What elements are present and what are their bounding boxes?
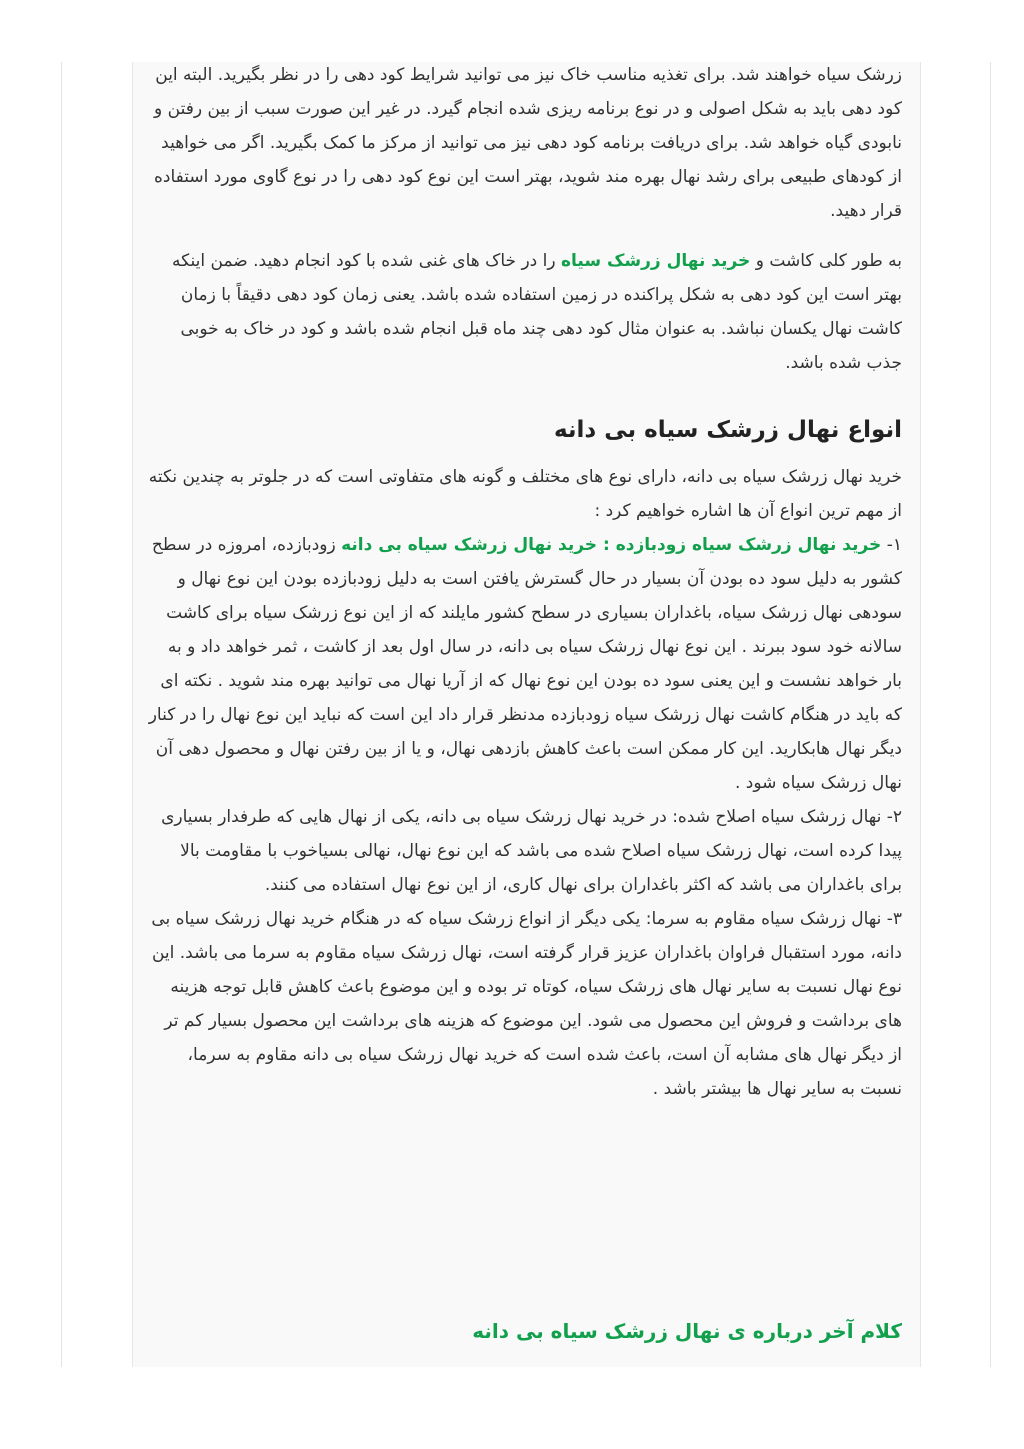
list-item-text: زودبازده، امروزه در سطح کشور به دلیل سود ده بودن آن بسیار در حال گسترش یافتن است به دلیل زودبازده بودن این نوع نهال و سودهی نهال زرشک سیاه، باغداران بسیاری در سطح کشور مایلند که از این نوع زرشک سیاه برای کاشت سالانه خود سود ببرند . این نوع نهال زرشک سیاه بی دانه، در سال اول بعد از کاشت ، ثمر خواهد داد و به بار خواهد نشست و این یعنی سود ده بودن این نوع نهال که از آریا نهال می توانید بهره مند شوید . نکته ای که باید در هنگام کاشت نهال زرشک سیاه زودبازده مدنظر قرار داد این است که نباید این نوع نهال را در کنار دیگر نهال هابکارید. این کار ممکن است باعث کاهش بازدهی نهال، و یا از بین رفتن نهال و محصول دهی آن نهال زرشک سیاه شود .: [148, 535, 902, 793]
list-item-early-yield: [148, 528, 902, 800]
early-yield-link[interactable]: خرید نهال زرشک سیاه زودبازده : خرید نهال زرشک سیاه بی دانه: [341, 535, 882, 555]
final-heading: کلام آخر درباره ی نهال زرشک سیاه بی دانه: [472, 1319, 902, 1343]
types-heading: انواع نهال زرشک سیاه بی دانه: [553, 417, 902, 443]
intro-paragraph: زرشک سیاه خواهند شد. برای تغذیه مناسب خاک نیز می توانید شرایط کود دهی را در نظر بگیرید. البته این کود دهی باید به شکل اصولی و در نوع برنامه ریزی شده انجام گیرد. در غیر این صورت سبب از بین رفتن و نابودی گیاه خواهد شد. برای دریافت برنامه کود دهی نیز می توانید از مرکز ما کمک بگیرید. اگر می خواهید از کودهای طبیعی برای رشد نهال بهره مند شوید، بهتر است این نوع کود دهی را در نوع گاوی مورد استفاده قرار دهید.: [154, 65, 902, 221]
fertilizer-paragraph: [148, 244, 902, 380]
article-body: [148, 58, 902, 1343]
fertilizer-text-after: را در خاک های غنی شده با کود انجام دهید. ضمن اینکه بهتر است این کود دهی به شکل پراکنده در زمین استفاده شده باشد. یعنی زمان کود دهی دقیقاً با زمان کاشت نهال یکسان نباشد. به عنوان مثال کود دهی چند ماه قبل انجام شده باشد و کود در خاک به خوبی جذب شده باشد.: [172, 251, 902, 373]
list-item-improved: ۲- نهال زرشک سیاه اصلاح شده: در خرید نهال زرشک سیاه بی دانه، یکی از نهال هایی که طرفدار بسیاری پیدا کرده است، نهال زرشک سیاه اصلاح شده می باشد که این نوع نهال، نهالی بسیاخوب با مقاومت بالا برای باغداران می باشد که اکثر باغداران برای نهال کاری، از این نوع نهال استفاده می کنند.: [161, 807, 902, 895]
list-item-cold-resistant: ۳- نهال زرشک سیاه مقاوم به سرما: یکی دیگر از انواع زرشک سیاه که در هنگام خرید نهال زرشک سیاه بی دانه، مورد استقبال فراوان باغداران عزیز قرار گرفته است، نهال زرشک سیاه مقاوم به سرما می باشد. این نوع نهال نسبت به سایر نهال های زرشک سیاه، کوتاه تر بوده و این موضوع باعث کاهش قابل توجه هزینه های برداشت و فروش این محصول می شود. این موضوع که هزینه های برداشت این محصول بسیار کم تر از دیگر نهال های مشابه آن است، باعث شده است که خرید نهال زرشک سیاه بی دانه مقاوم به سرما، نسبت به سایر نهال ها بیشتر باشد .: [151, 909, 902, 1099]
buy-black-barberry-link[interactable]: خرید نهال زرشک سیاه: [560, 251, 751, 271]
types-intro: خرید نهال زرشک سیاه بی دانه، دارای نوع های مختلف و گونه های متفاوتی است که در جلوتر به چندین نکته از مهم ترین انواع آن ها اشاره خواهیم کرد :: [148, 467, 902, 521]
fertilizer-text-before: به طور کلی کاشت و: [750, 251, 902, 271]
list-item-number: ۱-: [881, 535, 902, 555]
